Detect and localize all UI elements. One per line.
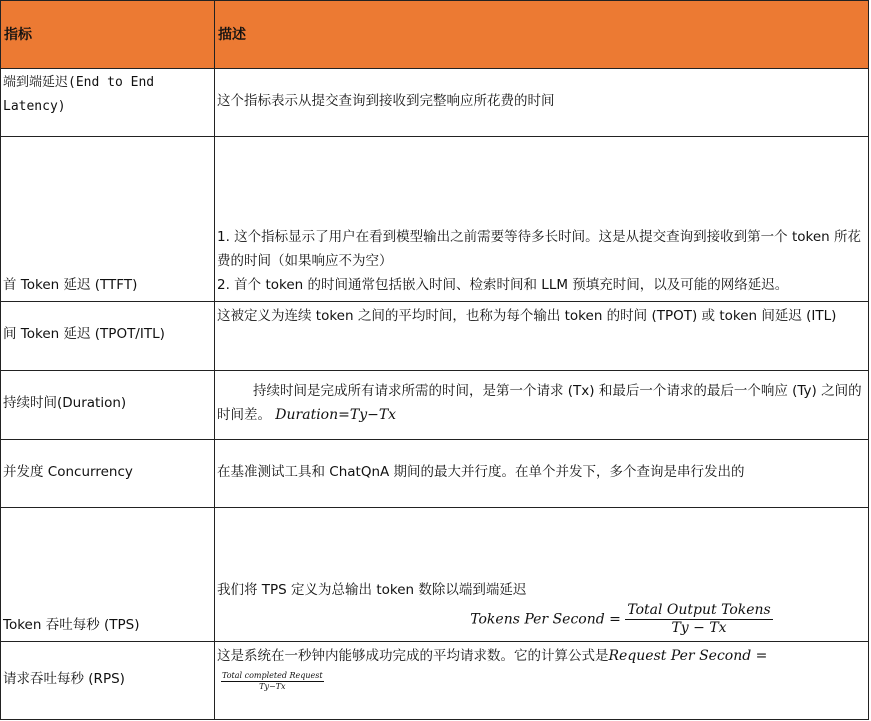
metric-cell: 持续时间(Duration) [1, 371, 215, 440]
table-row [1, 440, 869, 508]
rps-formula-fraction [221, 671, 324, 692]
description-cell: 在基准测试工具和 ChatQnA 期间的最大并行度。在单个并发下，多个查询是串行发出的 [215, 440, 869, 508]
description-cell [215, 137, 869, 302]
formula-numerator: Total Output Tokens [627, 602, 771, 618]
description-text: 这是系统在一秒钟内能够成功完成的平均请求数。它的计算公式是 [217, 648, 609, 664]
table-row [1, 69, 869, 137]
metric-cell: Token 吞吐每秒 (TPS) [1, 508, 215, 642]
formula-numerator: Total completed Request [222, 671, 323, 680]
description-line: 2. 首个 token 的时间通常包括嵌入时间、检索时间和 LLM 预填充时间，以及可能的网络延迟。 [217, 277, 789, 293]
description-text: 持续时间是完成所有请求所需的时间，是第一个请求 (Tx) 和最后一个请求的最后一个响应 (Ty) 之间的时间差。 [217, 383, 862, 423]
description-cell: 这被定义为连续 token 之间的平均时间，也称为每个输出 token 的时间 (TPOT) 或 token 间延迟 (ITL) [215, 302, 869, 371]
metric-cell: 间 Token 延迟 (TPOT/ITL) [1, 302, 215, 371]
duration-formula: Duration=Ty−Tx [275, 407, 397, 423]
metric-cell: 端到端延迟(End to End Latency) [1, 69, 215, 137]
tps-formula [217, 602, 866, 637]
formula-lhs: Request Per Second = [608, 648, 768, 664]
table-row [1, 302, 869, 371]
formula-fraction [625, 602, 772, 637]
header-description: 描述 [215, 1, 869, 69]
table-row [1, 642, 869, 720]
metric-cell: 请求吞吐每秒 (RPS) [1, 642, 215, 720]
description-cell [215, 508, 869, 642]
table-row [1, 137, 869, 302]
formula-lhs: Tokens Per Second = [470, 611, 621, 628]
formula-denominator: Ty − Tx [671, 620, 727, 636]
description-cell: 这个指标表示从提交查询到接收到完整响应所花费的时间 [215, 69, 869, 137]
metric-cell: 首 Token 延迟 (TTFT) [1, 137, 215, 302]
formula-denominator: Ty−Tx [259, 682, 286, 691]
description-cell [215, 642, 869, 720]
metric-cell: 并发度 Concurrency [1, 440, 215, 508]
table-header-row [1, 1, 869, 69]
description-line: 1. 这个指标显示了用户在看到模型输出之前需要等待多长时间。这是从提交查询到接收到第一个 token 所花费的时间（如果响应不为空） [217, 229, 862, 269]
table-row [1, 371, 869, 440]
header-metric: 指标 [1, 1, 215, 69]
description-text: 我们将 TPS 定义为总输出 token 数除以端到端延迟 [217, 582, 527, 598]
table-row [1, 508, 869, 642]
description-cell [215, 371, 869, 440]
